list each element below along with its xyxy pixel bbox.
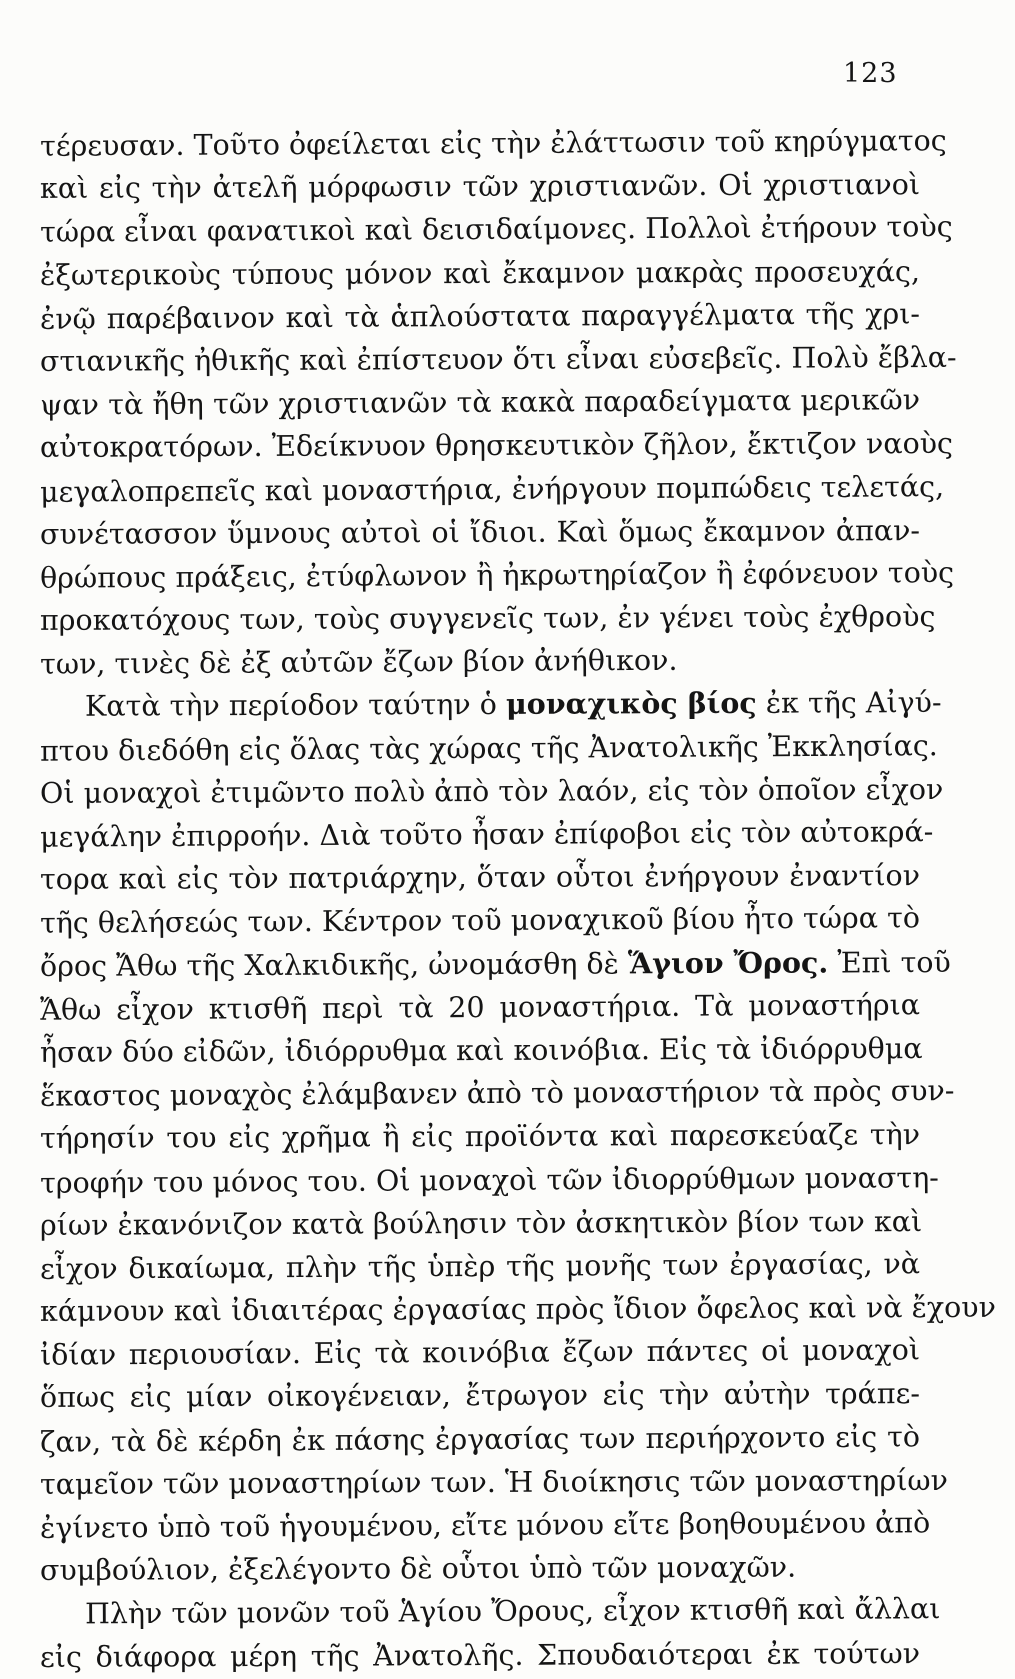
text-line: Οἱ μοναχοὶ ἐτιμῶντο πολὺ ἀπὸ τὸν λαόν, εἰς τὸν ὁποῖον εἶχον	[39, 772, 944, 810]
text-line: ἕκαστος μοναχὸς ἐλάμβανεν ἀπὸ τὸ μοναστήριον τὰ πρὸς συν-	[39, 1074, 955, 1113]
text-line: Ἄθω εἶχον κτισθῆ περὶ τὰ 20 μοναστήρια. Τὰ μοναστήρια	[39, 988, 921, 1027]
body-text	[39, 122, 996, 1677]
text-line: ψαν τὰ ἤθη τῶν χριστιανῶν τὰ κακὰ παραδείγματα μερικῶν	[39, 383, 921, 422]
text-line: πτου διεδόθη εἰς ὅλας τὰς χώρας τῆς Ἀνατολικῆς Ἐκκλησίας.	[39, 728, 938, 768]
text-line: ἐνῷ παρέβαινον καὶ τὰ ἁπλούστατα παραγγέλματα τῆς χρι-	[39, 297, 921, 336]
text-line: τώρα εἶναι φανατικοὶ καὶ δεισιδαίμονες. Πολλοὶ ἐτήρουν τοὺς	[39, 210, 953, 250]
emphasized-term: Ἅγιον Ὄρος.	[627, 945, 829, 980]
text-line: καὶ εἰς τὴν ἀτελῆ μόρφωσιν τῶν χριστιανῶν. Οἱ χριστιανοὶ	[39, 168, 921, 206]
text-line: ρίων ἐκανόνιζον κατὰ βούλησιν τὸν ἀσκητικὸν βίον των καὶ	[39, 1204, 923, 1242]
text-line: ἰδίαν περιουσίαν. Εἰς τὰ κοινόβια ἔζων πάντες οἱ μοναχοὶ	[39, 1333, 921, 1372]
text-line: τήρησίν του εἰς χρῆμα ἢ εἰς προϊόντα καὶ παρεσκεύαζε τὴν	[39, 1118, 921, 1156]
text-line: Πλὴν τῶν μονῶν τοῦ Ἁγίου Ὄρους, εἶχον κτισθῆ καὶ ἄλλαι	[84, 1592, 941, 1631]
text-line: κάμνουν καὶ ἰδιαιτέρας ἐργασίας πρὸς ἴδιον ὄφελος καὶ νὰ ἔχουν	[39, 1290, 996, 1328]
text-line: Κατὰ τὴν περίοδον ταύτην ὁ μοναχικὸς βίος ἐκ τῆς Αἰγύ-	[84, 686, 942, 724]
text-line: ταμεῖον τῶν μοναστηρίων των. Ἡ διοίκησις τῶν μοναστηρίων	[39, 1463, 949, 1501]
text-line: ἦσαν δύο εἰδῶν, ἰδιόρρυθμα καὶ κοινόβια. Εἰς τὰ ἰδιόρρυθμα	[39, 1032, 923, 1069]
text-line: προκατόχους των, τοὺς συγγενεῖς των, ἐν γένει τοὺς ἐχθροὺς	[39, 600, 936, 637]
text-line: μεγάλην ἐπιρροήν. Διὰ τοῦτο ἦσαν ἐπίφοβοι εἰς τὸν αὐτοκρά-	[39, 815, 934, 854]
text-line: τέρευσαν. Τοῦτο ὀφείλεται εἰς τὴν ἐλάττωσιν τοῦ κηρύγματος	[39, 124, 947, 163]
text-line: μεγαλοπρεπεῖς καὶ μοναστήρια, ἐνήργουν πομπώδεις τελετάς,	[39, 469, 945, 509]
text-line: εἶχον δικαίωμα, πλὴν τῆς ὑπὲρ τῆς μονῆς των ἐργασίας, νὰ	[39, 1247, 921, 1286]
text-line: ἐγίνετο ὑπὸ τοῦ ἡγουμένου, εἴτε μόνου εἴτε βοηθουμένου ἀπὸ	[39, 1506, 931, 1545]
emphasized-term: μοναχικὸς βίος	[505, 686, 757, 722]
text-line: συνέτασσον ὕμνους αὐτοὶ οἱ ἴδιοι. Καὶ ὅμως ἔκαμνον ἀπαν-	[39, 513, 921, 551]
text-line: αὐτοκρατόρων. Ἐδείκνυον θρησκευτικὸν ζῆλον, ἔκτιζον ναοὺς	[39, 427, 954, 465]
text-line: των, τινὲς δὲ ἐξ αὐτῶν ἔζων βίον ἀνήθικον.	[39, 644, 678, 681]
text-line: ὄρος Ἄθω τῆς Χαλκιδικῆς, ὠνομάσθη δὲ Ἅγιον Ὄρος. Ἐπὶ τοῦ	[39, 945, 951, 983]
text-line: θρώπους πράξεις, ἐτύφλωνον ἢ ἠκρωτηρίαζον ἢ ἐφόνευον τοὺς	[39, 555, 955, 595]
text-line: ὅπως εἰς μίαν οἰκογένειαν, ἔτρωγον εἰς τὴν αὐτὴν τράπε-	[39, 1377, 921, 1415]
page-number: 123	[843, 58, 898, 89]
text-line: συμβούλιον, ἐξελέγοντο δὲ οὗτοι ὑπὸ τῶν μοναχῶν.	[39, 1550, 797, 1588]
text-line: τῆς θελήσεώς των. Κέντρον τοῦ μοναχικοῦ βίου ἦτο τώρα τὸ	[39, 901, 921, 941]
text-line: τροφήν του μόνος του. Οἱ μοναχοὶ τῶν ἰδιορρύθμων μοναστη-	[39, 1160, 939, 1200]
text-line: ζαν, τὰ δὲ κέρδη ἐκ πάσης ἐργασίας των περιήρχοντο εἰς τὸ	[39, 1419, 921, 1459]
text-line: ἐξωτερικοὺς τύπους μόνον καὶ ἔκαμνον μακρὰς προσευχάς,	[39, 254, 921, 292]
text-line: εἰς διάφορα μέρη τῆς Ἀνατολῆς. Σπουδαιότεραι ἐκ τούτων	[39, 1636, 921, 1674]
text-line: στιανικῆς ἠθικῆς καὶ ἐπίστευον ὅτι εἶναι εὐσεβεῖς. Πολὺ ἔβλα-	[39, 340, 957, 378]
text-line: τορα καὶ εἰς τὸν πατριάρχην, ὅταν οὗτοι ἐνήργουν ἐναντίον	[39, 859, 921, 897]
